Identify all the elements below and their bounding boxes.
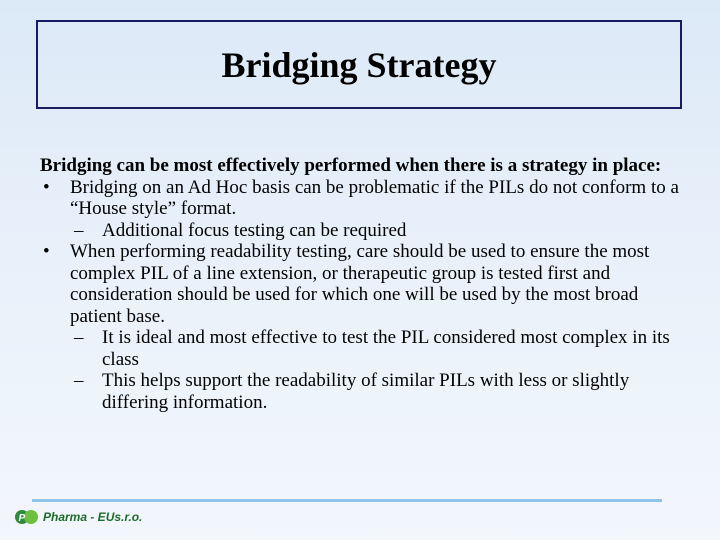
sub-bullet-marker: – [74, 370, 84, 391]
bullet-2 [40, 241, 680, 327]
sub-bullet-marker: – [74, 327, 84, 348]
company-logo [14, 506, 142, 528]
slide-title: Bridging Strategy [221, 44, 497, 85]
sub-bullet-marker: – [74, 219, 84, 241]
logo-text: Pharma - EUs.r.o. [43, 510, 143, 524]
lead-paragraph: Bridging can be most effectively performed when there is a strategy in place: [40, 155, 662, 176]
svg-text:P: P [18, 513, 26, 524]
bullet-2-sub-2 [40, 370, 680, 413]
bullet-2-sub-1 [40, 327, 680, 370]
bullet-1-sub-1-text: Additional focus testing can be required [102, 219, 407, 241]
bullet-marker: • [43, 241, 50, 262]
title-box [36, 20, 682, 109]
slide-body [40, 155, 680, 413]
bullet-1-text: Bridging on an Ad Hoc basis can be problematic if the PILs do not conform to a “House style” format. [70, 176, 679, 219]
bullet-1 [40, 177, 680, 220]
bullet-2-text: When performing readability testing, care should be used to ensure the most complex PIL of a line extension, or therapeutic group is tested first and consideration should be used for which one will be used by the most broad patient base. [70, 241, 650, 327]
footer-rule [32, 499, 662, 502]
bullet-2-sub-2-text: This helps support the readability of similar PILs with less or slightly differing information. [102, 370, 630, 413]
logo-icon [14, 507, 40, 527]
bullet-1-sub-1 [40, 220, 680, 242]
bullet-2-sub-1-text: It is ideal and most effective to test the PIL considered most complex in its class [102, 327, 670, 370]
bullet-marker: • [43, 176, 50, 198]
